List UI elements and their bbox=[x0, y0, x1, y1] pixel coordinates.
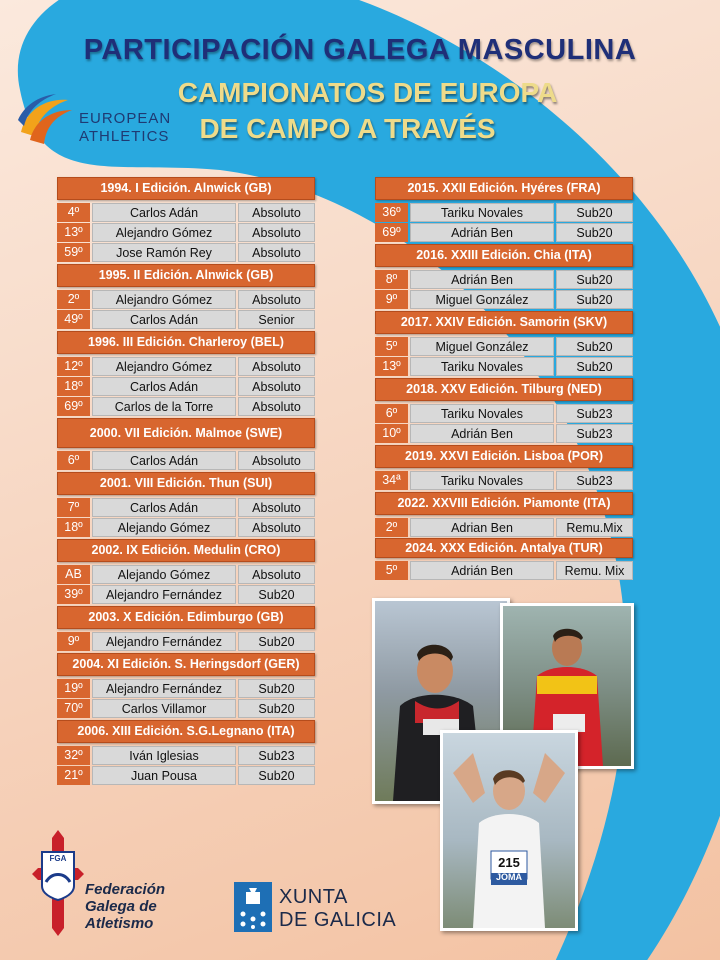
bib-number: 215 bbox=[498, 855, 520, 870]
athlete-name-cell: Alejando Gómez bbox=[92, 565, 236, 584]
edition-header: 2002. IX Edición. Medulin (CRO) bbox=[57, 539, 315, 562]
position-cell: 5º bbox=[375, 337, 408, 356]
category-cell: Absoluto bbox=[238, 243, 315, 262]
left-results-column bbox=[57, 175, 315, 786]
category-cell: Sub20 bbox=[238, 632, 315, 651]
category-cell: Absoluto bbox=[238, 357, 315, 376]
result-row bbox=[57, 585, 315, 604]
category-cell: Sub20 bbox=[556, 203, 633, 222]
athlete-name-cell: Adrián Ben bbox=[410, 424, 554, 443]
edition-block bbox=[57, 331, 315, 416]
athlete-name-cell: Carlos Adán bbox=[92, 310, 236, 329]
result-row bbox=[57, 223, 315, 242]
edition-block bbox=[57, 653, 315, 718]
edition-block bbox=[57, 606, 315, 651]
athlete-photo-3 bbox=[440, 730, 578, 931]
fga-line-2: Galega de bbox=[85, 898, 157, 915]
result-row bbox=[57, 377, 315, 396]
athlete-name-cell: Adrián Ben bbox=[410, 270, 554, 289]
category-cell: Sub20 bbox=[556, 270, 633, 289]
athlete-name-cell: Adrián Ben bbox=[410, 561, 554, 580]
xunta-line-1: XUNTA bbox=[279, 886, 348, 908]
result-row bbox=[375, 290, 633, 309]
position-cell: 19º bbox=[57, 679, 90, 698]
category-cell: Absoluto bbox=[238, 518, 315, 537]
position-cell: 9º bbox=[375, 290, 408, 309]
edition-header: 2017. XXIV Edición. Samorin (SKV) bbox=[375, 311, 633, 334]
athlete-name-cell: Jose Ramón Rey bbox=[92, 243, 236, 262]
edition-block bbox=[57, 264, 315, 329]
position-cell: 59º bbox=[57, 243, 90, 262]
edition-header: 2016. XXIII Edición. Chia (ITA) bbox=[375, 244, 633, 267]
athlete-name-cell: Tariku Novales bbox=[410, 404, 554, 423]
position-cell: 34ª bbox=[375, 471, 408, 490]
result-row bbox=[57, 451, 315, 470]
position-cell: 18º bbox=[57, 377, 90, 396]
result-row bbox=[57, 498, 315, 517]
result-row bbox=[57, 310, 315, 329]
category-cell: Sub20 bbox=[556, 337, 633, 356]
result-row bbox=[57, 203, 315, 222]
category-cell: Absoluto bbox=[238, 498, 315, 517]
position-cell: 69º bbox=[57, 397, 90, 416]
position-cell: 32º bbox=[57, 746, 90, 765]
position-cell: 36º bbox=[375, 203, 408, 222]
edition-header: 2015. XXII Edición. Hyéres (FRA) bbox=[375, 177, 633, 200]
result-row bbox=[375, 471, 633, 490]
edition-block bbox=[57, 472, 315, 537]
category-cell: Sub20 bbox=[556, 290, 633, 309]
athlete-name-cell: Alejandro Gómez bbox=[92, 223, 236, 242]
edition-block bbox=[57, 177, 315, 262]
edition-header: 2003. X Edición. Edimburgo (GB) bbox=[57, 606, 315, 629]
athlete-name-cell: Miguel González bbox=[410, 337, 554, 356]
european-athletics-logo bbox=[16, 92, 186, 152]
result-row bbox=[375, 518, 633, 537]
edition-block bbox=[375, 311, 633, 376]
position-cell: 9º bbox=[57, 632, 90, 651]
position-cell: 6º bbox=[375, 404, 408, 423]
result-row bbox=[375, 337, 633, 356]
xunta-line-2: DE GALICIA bbox=[279, 909, 397, 931]
result-row bbox=[57, 766, 315, 785]
category-cell: Senior bbox=[238, 310, 315, 329]
position-cell: AB bbox=[57, 565, 90, 584]
position-cell: 13º bbox=[375, 357, 408, 376]
edition-header: 2001. VIII Edición. Thun (SUI) bbox=[57, 472, 315, 495]
category-cell: Absoluto bbox=[238, 565, 315, 584]
category-cell: Absoluto bbox=[238, 290, 315, 309]
edition-header: 1995. II Edición. Alnwick (GB) bbox=[57, 264, 315, 287]
category-cell: Absoluto bbox=[238, 451, 315, 470]
edition-header: 2022. XXVIII Edición. Piamonte (ITA) bbox=[375, 492, 633, 515]
result-row bbox=[57, 243, 315, 262]
result-row bbox=[57, 746, 315, 765]
athlete-name-cell: Adrián Ben bbox=[410, 223, 554, 242]
result-row bbox=[375, 223, 633, 242]
athlete-name-cell: Carlos Adán bbox=[92, 203, 236, 222]
athlete-name-cell: Alejandro Fernández bbox=[92, 679, 236, 698]
athlete-name-cell: Alejandro Fernández bbox=[92, 585, 236, 604]
result-row bbox=[57, 397, 315, 416]
result-row bbox=[375, 424, 633, 443]
result-row bbox=[57, 518, 315, 537]
edition-block bbox=[375, 378, 633, 443]
fga-badge: FGA bbox=[49, 854, 67, 863]
position-cell: 70º bbox=[57, 699, 90, 718]
edition-header: 2000. VII Edición. Malmoe (SWE) bbox=[57, 418, 315, 448]
athlete-name-cell: Juan Pousa bbox=[92, 766, 236, 785]
main-title: PARTICIPACIÓN GALEGA MASCULINA bbox=[83, 34, 637, 66]
edition-header: 2019. XXVI Edición. Lisboa (POR) bbox=[375, 445, 633, 468]
athlete-name-cell: Alejandro Fernández bbox=[92, 632, 236, 651]
athlete-name-cell: Tariku Novales bbox=[410, 203, 554, 222]
xunta-de-galicia-logo bbox=[234, 882, 414, 934]
position-cell: 13º bbox=[57, 223, 90, 242]
position-cell: 18º bbox=[57, 518, 90, 537]
category-cell: Absoluto bbox=[238, 223, 315, 242]
edition-header: 2006. XIII Edición. S.G.Legnano (ITA) bbox=[57, 720, 315, 743]
edition-block bbox=[57, 539, 315, 604]
athlete-name-cell: Miguel González bbox=[410, 290, 554, 309]
athlete-name-cell: Tariku Novales bbox=[410, 357, 554, 376]
result-row bbox=[375, 270, 633, 289]
xunta-text bbox=[279, 886, 396, 932]
position-cell: 2º bbox=[375, 518, 408, 537]
ea-line-1: EUROPEAN bbox=[79, 110, 172, 127]
ea-line-2: ATHLETICS bbox=[79, 128, 170, 145]
category-cell: Sub23 bbox=[556, 471, 633, 490]
result-row bbox=[57, 357, 315, 376]
athlete-name-cell: Carlos Adán bbox=[92, 377, 236, 396]
category-cell: Absoluto bbox=[238, 203, 315, 222]
result-row bbox=[57, 632, 315, 651]
athlete-name-cell: Carlos Adán bbox=[92, 498, 236, 517]
category-cell: Sub23 bbox=[238, 746, 315, 765]
edition-block bbox=[375, 177, 633, 242]
category-cell: Sub20 bbox=[556, 223, 633, 242]
galicia-shield-icon bbox=[234, 882, 272, 932]
result-row bbox=[57, 679, 315, 698]
edition-header: 2024. XXX Edición. Antalya (TUR) bbox=[375, 538, 633, 558]
athlete-name-cell: Carlos Adán bbox=[92, 451, 236, 470]
edition-header: 2018. XXV Edición. Tilburg (NED) bbox=[375, 378, 633, 401]
position-cell: 10º bbox=[375, 424, 408, 443]
athlete-name-cell: Alejandro Gómez bbox=[92, 357, 236, 376]
category-cell: Remu.Mix bbox=[556, 518, 633, 537]
subtitle-line-2: DE CAMPO A TRAVÉS bbox=[199, 113, 496, 144]
athlete-name-cell: Alejando Gómez bbox=[92, 518, 236, 537]
category-cell: Sub20 bbox=[556, 357, 633, 376]
position-cell: 49º bbox=[57, 310, 90, 329]
fga-line-3: Atletismo bbox=[85, 915, 154, 932]
fga-logo bbox=[30, 828, 180, 938]
athlete-name-cell: Carlos Villamor bbox=[92, 699, 236, 718]
category-cell: Absoluto bbox=[238, 397, 315, 416]
edition-header: 2004. XI Edición. S. Heringsdorf (GER) bbox=[57, 653, 315, 676]
right-results-column bbox=[375, 175, 633, 581]
subtitle-line-1: CAMPIONATOS DE EUROPA bbox=[177, 77, 558, 108]
position-cell: 69º bbox=[375, 223, 408, 242]
edition-block bbox=[57, 720, 315, 785]
position-cell: 8º bbox=[375, 270, 408, 289]
category-cell: Sub20 bbox=[238, 766, 315, 785]
edition-header: 1996. III Edición. Charleroy (BEL) bbox=[57, 331, 315, 354]
athlete-name-cell: Carlos de la Torre bbox=[92, 397, 236, 416]
position-cell: 39º bbox=[57, 585, 90, 604]
category-cell: Sub20 bbox=[238, 585, 315, 604]
athlete-name-cell: Tariku Novales bbox=[410, 471, 554, 490]
result-row bbox=[375, 357, 633, 376]
position-cell: 5º bbox=[375, 561, 408, 580]
result-row bbox=[57, 699, 315, 718]
result-row bbox=[57, 565, 315, 584]
edition-block bbox=[375, 538, 633, 580]
category-cell: Remu. Mix bbox=[556, 561, 633, 580]
result-row bbox=[57, 290, 315, 309]
athlete-name-cell: Adrian Ben bbox=[410, 518, 554, 537]
fga-cross-icon bbox=[30, 828, 86, 938]
athlete-name-cell: Alejandro Gómez bbox=[92, 290, 236, 309]
position-cell: 6º bbox=[57, 451, 90, 470]
category-cell: Absoluto bbox=[238, 377, 315, 396]
edition-block bbox=[375, 492, 633, 537]
edition-block bbox=[57, 418, 315, 470]
category-cell: Sub20 bbox=[238, 679, 315, 698]
edition-header: 1994. I Edición. Alnwick (GB) bbox=[57, 177, 315, 200]
category-cell: Sub20 bbox=[238, 699, 315, 718]
edition-block bbox=[375, 244, 633, 309]
result-row bbox=[375, 561, 633, 580]
result-row bbox=[375, 404, 633, 423]
position-cell: 4º bbox=[57, 203, 90, 222]
category-cell: Sub23 bbox=[556, 404, 633, 423]
european-athletics-emblem-icon bbox=[16, 92, 76, 152]
position-cell: 12º bbox=[57, 357, 90, 376]
result-row bbox=[375, 203, 633, 222]
edition-block bbox=[375, 445, 633, 490]
position-cell: 21º bbox=[57, 766, 90, 785]
athlete-name-cell: Iván Iglesias bbox=[92, 746, 236, 765]
category-cell: Sub23 bbox=[556, 424, 633, 443]
fga-line-1: Federación bbox=[85, 881, 166, 898]
bib-sponsor: JOMA bbox=[495, 872, 522, 882]
position-cell: 2º bbox=[57, 290, 90, 309]
position-cell: 7º bbox=[57, 498, 90, 517]
